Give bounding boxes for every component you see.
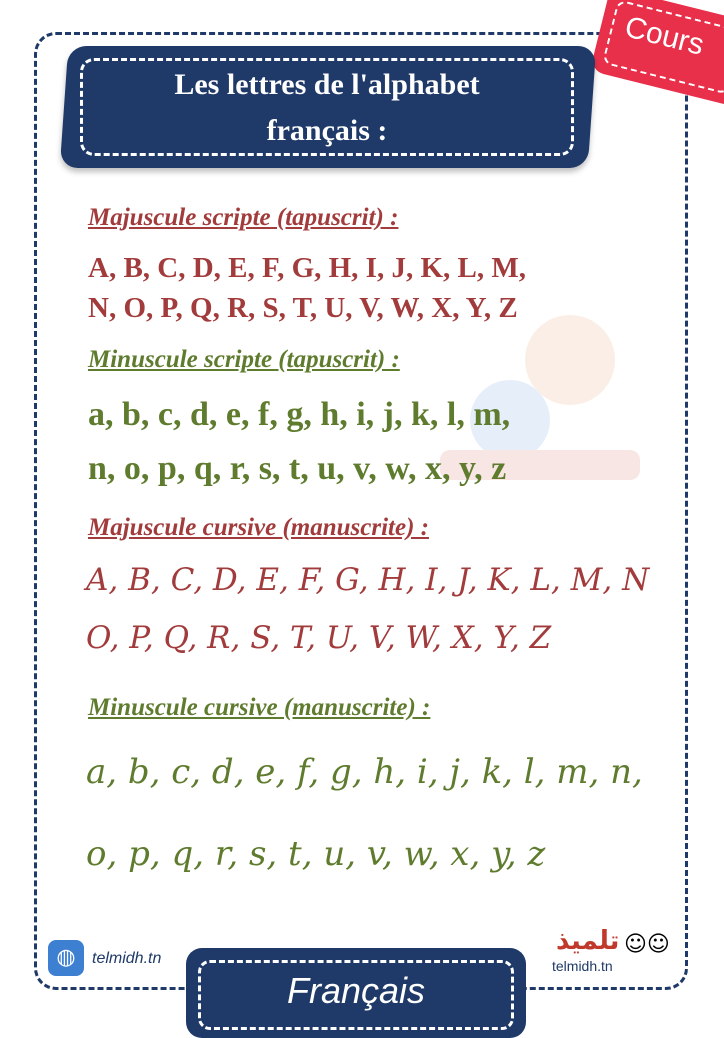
majuscule-scripte-line2: N, O, P, Q, R, S, T, U, V, W, X, Y, Z	[88, 292, 518, 324]
footer-brand-arabic: تلميذ	[556, 926, 620, 956]
footer-brand: telmidh.tn	[552, 958, 613, 974]
minuscule-cursive-line2: o, p, q, r, s, t, u, v, w, x, y, z	[86, 834, 546, 874]
heading-minuscule-scripte: Minuscule scripte (tapuscrit) :	[88, 346, 400, 373]
globe-icon: ◍	[48, 940, 84, 976]
footer-site: telmidh.tn	[92, 950, 162, 967]
heading-majuscule-scripte: Majuscule scripte (tapuscrit) :	[88, 204, 399, 231]
minuscule-cursive-line1: a, b, c, d, e, f, g, h, i, j, k, l, m, n,	[86, 752, 643, 792]
kids-illustration-icon: ☺☺	[624, 932, 670, 957]
cours-badge-label: Cours	[621, 10, 708, 62]
minuscule-scripte-line2: n, o, p, q, r, s, t, u, v, w, x, y, z	[88, 450, 507, 487]
majuscule-cursive-line2: O, P, Q, R, S, T, U, V, W, X, Y, Z	[86, 620, 552, 656]
heading-minuscule-cursive: Minuscule cursive (manuscrite) :	[88, 694, 431, 721]
majuscule-scripte-line1: A, B, C, D, E, F, G, H, I, J, K, L, M,	[88, 252, 526, 284]
minuscule-scripte-line1: a, b, c, d, e, f, g, h, i, j, k, l, m,	[88, 396, 511, 433]
page-title-line2: français :	[266, 114, 388, 147]
heading-majuscule-cursive: Majuscule cursive (manuscrite) :	[88, 514, 429, 541]
page-title	[80, 62, 574, 154]
subject-label: Français	[286, 970, 426, 1011]
page-title-line1: Les lettres de l'alphabet	[174, 68, 480, 101]
majuscule-cursive-line1: A, B, C, D, E, F, G, H, I, J, K, L, M, N	[86, 562, 650, 598]
